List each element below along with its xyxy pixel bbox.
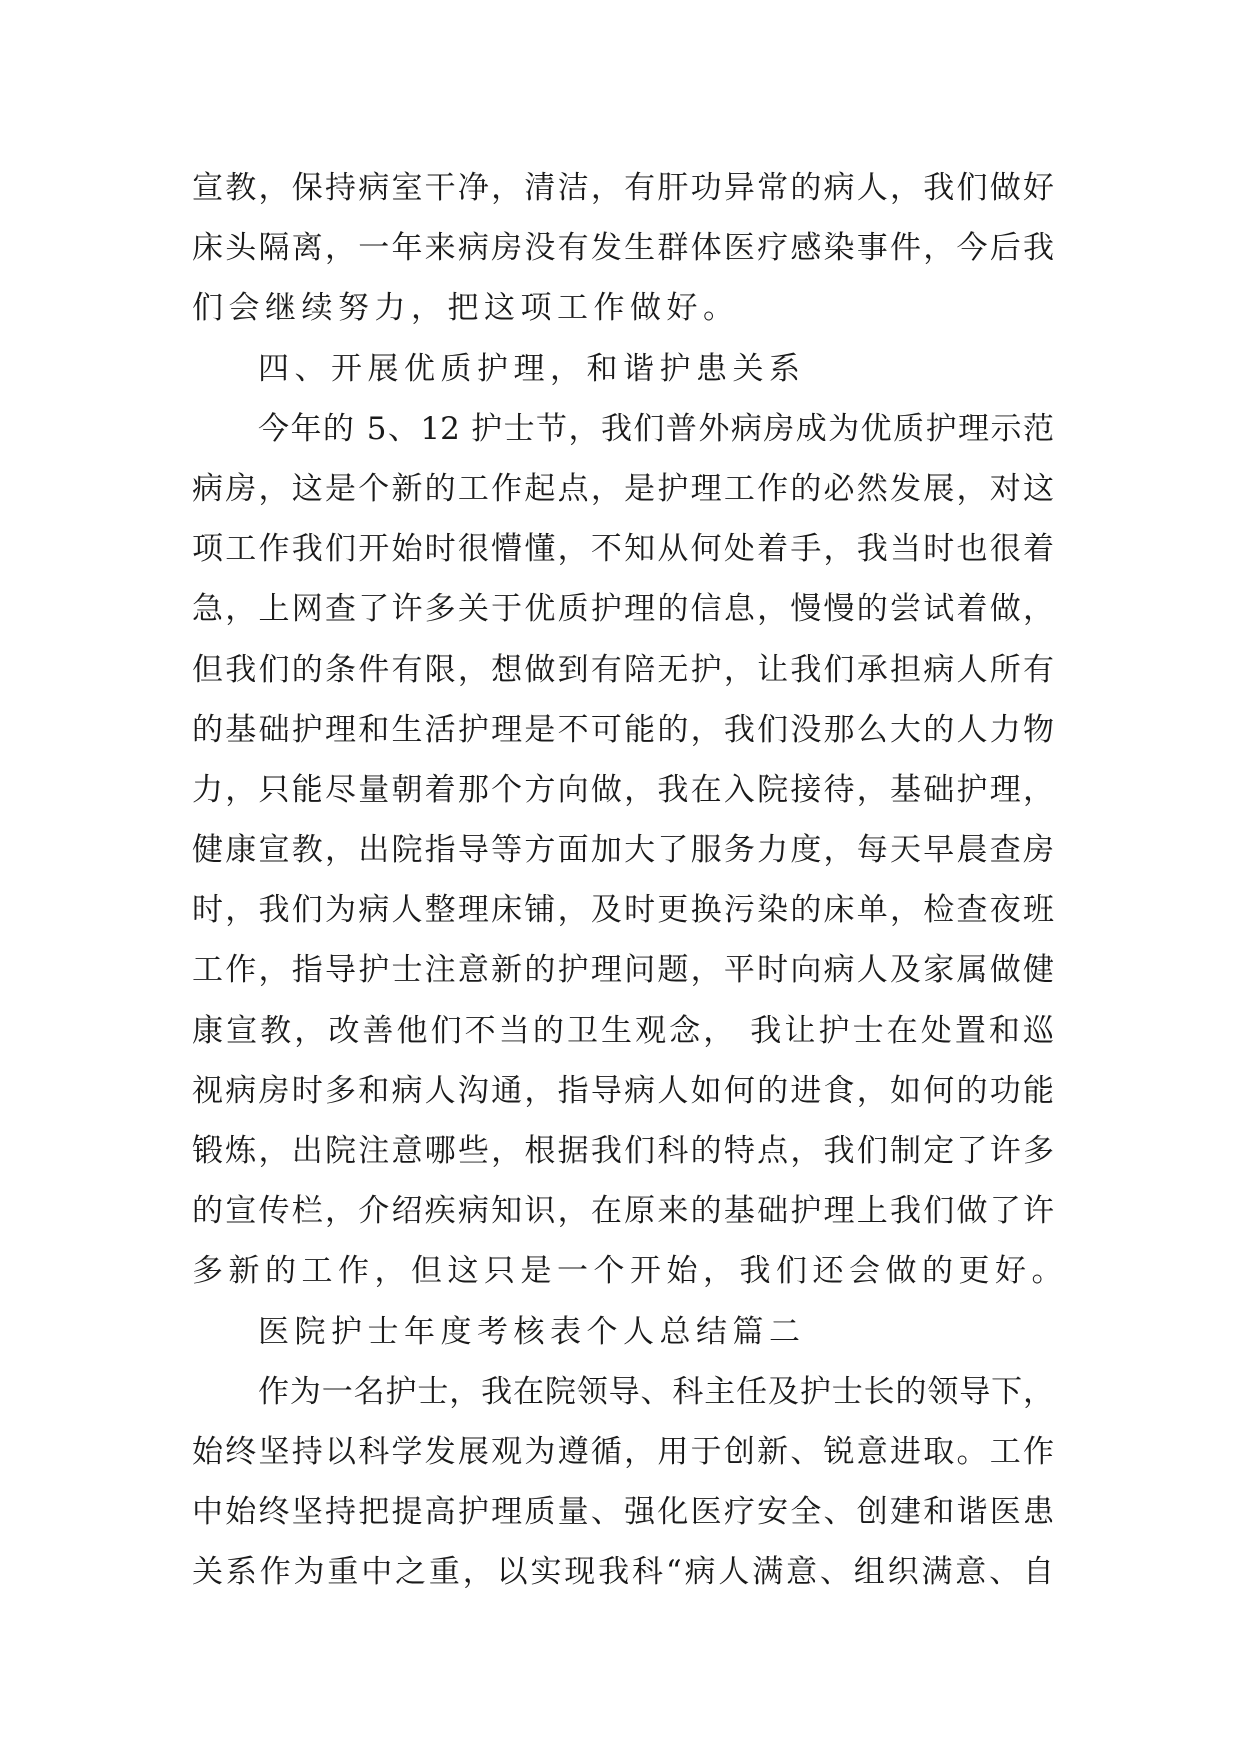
text-line: 力，只能尽量朝着那个方向做，我在入院接待，基础护理， xyxy=(192,771,1054,808)
text-line: 视病房时多和病人沟通，指导病人如何的进食，如何的功能 xyxy=(192,1072,1054,1109)
text-line: 床头隔离，一年来病房没有发生群体医疗感染事件，今后我 xyxy=(192,230,1054,267)
section-heading: 四、开展优质护理，和谐护患关系 xyxy=(258,350,806,387)
text-line: 但我们的条件有限，想做到有陪无护，让我们承担病人所有 xyxy=(192,651,1054,688)
text-line: 作为一名护士，我在院领导、科主任及护士长的领导下， xyxy=(258,1373,1054,1410)
text-line: 健康宣教，出院指导等方面加大了服务力度，每天早晨查房 xyxy=(192,832,1054,869)
text-line: 康宣教，改善他们不当的卫生观念， 我让护士在处置和巡 xyxy=(192,1012,1054,1049)
text-line: 们会继续努力，把这项工作做好。 xyxy=(192,290,740,327)
text-line: 项工作我们开始时很懵懂，不知从何处着手，我当时也很着 xyxy=(192,531,1054,568)
text-line: 工作，指导护士注意新的护理问题，平时向病人及家属做健 xyxy=(192,952,1054,989)
text-line: 时，我们为病人整理床铺，及时更换污染的床单，检查夜班 xyxy=(192,892,1054,929)
section-heading: 医院护士年度考核表个人总结篇二 xyxy=(258,1313,806,1350)
text-line: 始终坚持以科学发展观为遵循，用于创新、锐意进取。工作 xyxy=(192,1433,1054,1470)
text-line: 关系作为重中之重，以实现我科“病人满意、组织满意、自 xyxy=(192,1554,1054,1591)
body-text xyxy=(192,158,1068,1603)
text-line: 的基础护理和生活护理是不可能的，我们没那么大的人力物 xyxy=(192,711,1054,748)
text-line: 多新的工作，但这只是一个开始，我们还会做的更好。 xyxy=(192,1253,1068,1290)
text-line: 病房，这是个新的工作起点，是护理工作的必然发展，对这 xyxy=(192,470,1054,507)
text-line: 宣教，保持病室干净，清洁，有肝功异常的病人，我们做好 xyxy=(192,170,1054,206)
text-line: 今年的 5、12 护士节，我们普外病房成为优质护理示范 xyxy=(258,410,1054,447)
text-line: 中始终坚持把提高护理质量、强化医疗安全、创建和谐医患 xyxy=(192,1494,1054,1531)
text-line: 急，上网查了许多关于优质护理的信息，慢慢的尝试着做， xyxy=(192,591,1054,628)
text-line: 的宣传栏，介绍疾病知识，在原来的基础护理上我们做了许 xyxy=(192,1193,1054,1230)
text-line: 锻炼，出院注意哪些，根据我们科的特点，我们制定了许多 xyxy=(192,1133,1054,1169)
